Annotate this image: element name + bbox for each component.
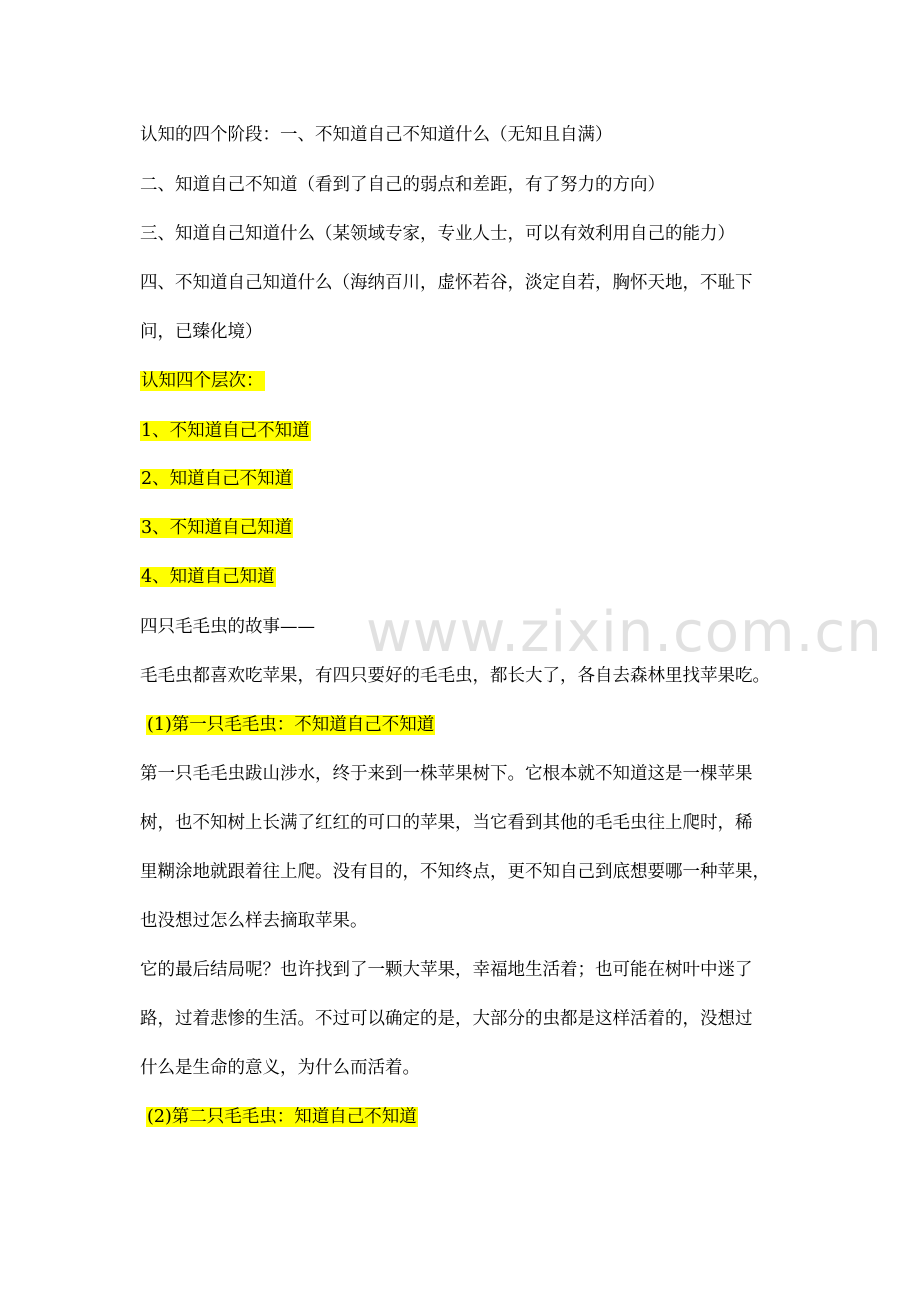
stages-intro: 认知的四个阶段：一、不知道自己不知道什么（无知且自满） (140, 125, 613, 145)
paragraph-line: 树，也不知树上长满了红红的可口的苹果，当它看到其他的毛毛虫往上爬时，稀 (140, 813, 753, 833)
levels-heading: 认知四个层次： (141, 371, 264, 391)
stage-three: 三、知道自己知道什么（某领域专家，专业人士，可以有效利用自己的能力） (140, 224, 735, 244)
stage-four: 四、不知道自己知道什么（海纳百川，虚怀若谷，淡定自若，胸怀天地，不耻下 (140, 273, 753, 293)
level-3: 3、不知道自己知道 (141, 518, 293, 538)
story-title: 四只毛毛虫的故事—— (140, 617, 315, 637)
level-4: 4、知道自己知道 (141, 567, 275, 587)
paragraph-line: 第一只毛毛虫跋山涉水，终于来到一株苹果树下。它根本就不知道这是一棵苹果 (140, 764, 753, 784)
paragraph-line: 它的最后结局呢？也许找到了一颗大苹果，幸福地生活着；也可能在树叶中迷了 (140, 960, 753, 980)
paragraph-line: 也没想过怎么样去摘取苹果。 (140, 911, 368, 931)
paragraph-line: 什么是生命的意义，为什么而活着。 (140, 1058, 420, 1078)
stage-four-cont: 问，已臻化境） (140, 322, 263, 342)
paragraph-line: 路，过着悲惨的生活。不过可以确定的是，大部分的虫都是这样活着的，没想过 (140, 1009, 753, 1029)
caterpillar-2-heading: (2)第二只毛毛虫：知道自己不知道 (147, 1107, 417, 1127)
stage-two: 二、知道自己不知道（看到了自己的弱点和差距，有了努力的方向） (140, 175, 665, 195)
paragraph-line: 里糊涂地就跟着往上爬。没有目的，不知终点，更不知自己到底想要哪一种苹果， (140, 862, 770, 882)
caterpillar-1-heading: (1)第一只毛毛虫：不知道自己不知道 (147, 715, 435, 735)
story-intro: 毛毛虫都喜欢吃苹果，有四只要好的毛毛虫，都长大了，各自去森林里找苹果吃。 (140, 666, 770, 686)
level-2: 2、知道自己不知道 (141, 469, 293, 489)
watermark: www.zixin.com.cn (366, 600, 883, 665)
level-1: 1、不知道自己不知道 (141, 421, 310, 441)
